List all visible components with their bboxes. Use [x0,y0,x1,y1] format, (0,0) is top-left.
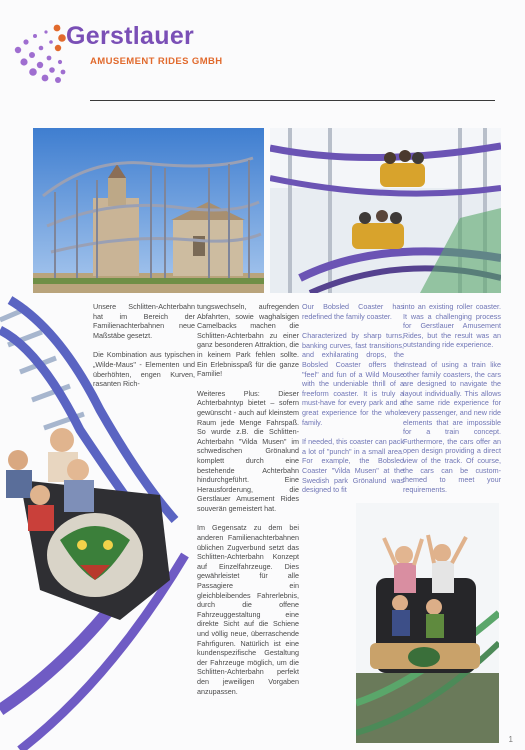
page-number: 1 [508,735,513,744]
coaster-photo-icon [356,503,499,743]
paragraph: Characterized by sharp turns, banking curves, fast transitions, and exhilarating drops, the Bobsled Coaster offers the "feel" and fun of a Wild Mouse with the undeniable thrill of a freeform coaster. It is truly a must-have for every park and a great experience for the whole family. [302,331,404,427]
text-column-de-left [93,302,195,399]
photo-coaster-castle [33,128,264,293]
paragraph: tungswechseln, aufregenden Abfahrten, sowie waghalsigen Camelbacks machen die Schlitten-Achterbahn zu einer ganz besonderen Attraktion, die in keinem Park fehlen sollte. Ein Erlebnisspaß für die ganze Familie! [197,302,299,379]
paragraph: Weiteres Plus: Dieser Achterbahntyp bietet – sofern gewünscht - auch auf kleinstem Raum jede Menge Fahrspaß. So wurde z.B. die Schlitten-Achterbahn "Vilda Musen" im schwedischen Grönalund komplett durch eine bestehende Achterbahn hindurchgeführt. Eine Herausforderung, die Gerstlauer Amusement Rides souverän gemeistert hat. [197,388,299,513]
paragraph: Our Bobsled Coaster has redefined the family coaster. [302,302,404,321]
brand-name: Gerstlauer [66,22,195,50]
paragraph: Im Gegensatz zu dem bei anderen Familienachterbahnen üblichen Zugverbund setzt das Schlitten-Achterbahn Konzept auf Einzelfahrzeuge. Dies gewährleistet für alle Passagiere ein gleichbleibendes Fahrerlebnis, durch die offene Fahrzeuggestaltung eine direkte Sicht auf die Schiene und völlig neue, überraschende Fahrfiguren. Natürlich ist eine kundenspezifische Gestaltung der Fahrzeuge möglich, um die Schlitten-Achterbahn perfekt den jeweiligen Vorgaben anzupassen. [197,523,299,696]
paragraph: Die Kombination aus typischen „Wilde-Maus" - Elementen und überhöhten, engen Kurven, rasanten Rich- [93,350,195,389]
brand-tagline: AMUSEMENT RIDES GMBH [90,56,223,67]
paragraph: into an existing roller coaster. It was a challenging process for Gerstlauer Amusement Rides, but the result was an outstanding ride experience. [403,302,501,350]
brand-header [0,0,525,110]
text-column-de-mid [197,302,299,706]
text-column-en-right [403,302,501,504]
photo-coaster-riders [356,503,499,743]
paragraph: Instead of using a train like other family coasters, the cars are designed to navigate the layout individually. This allows the same ride experience for every passenger, and new ride elements that are impossible for a train concept. Furthermore, the cars offer an open design providing a direct view of the track. Of course, the cars can be custom-themed to meet your requirements. [403,359,501,494]
coaster-photo-icon [33,128,264,293]
header-divider [90,100,495,101]
paragraph: If needed, this coaster can pack a lot of "punch" in a small area. For example, the Bobsled Coaster "Vilda Musen" at the Swedish park Grönalund was designed to fit [302,437,404,495]
photo-coaster-curve [270,128,501,293]
paragraph: Unsere Schlitten-Achterbahn hat im Bereich der Familienachterbahnen neue Maßstäbe gesetzt. [93,302,195,340]
text-column-en-mid [302,302,404,505]
coaster-photo-icon [270,128,501,293]
